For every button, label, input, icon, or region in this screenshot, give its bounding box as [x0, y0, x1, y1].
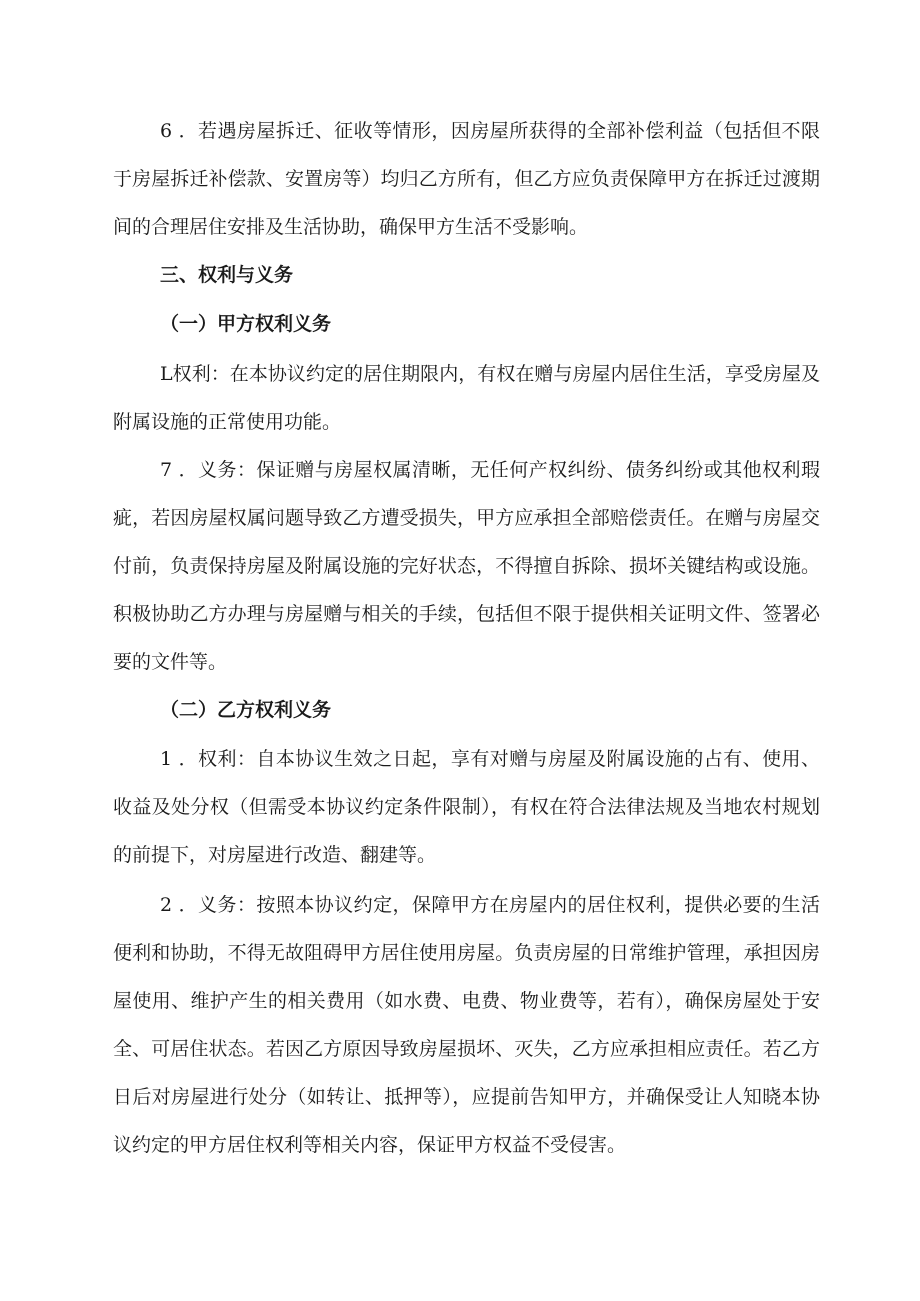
party-a-rights: L权利：在本协议约定的居住期限内，有权在赠与房屋内居住生活，享受房屋及附属设施的正常使用功能。: [113, 363, 820, 433]
section-3-title: 三、权利与义务: [160, 264, 294, 286]
clause-6-demolition: 6 ．若遇房屋拆迁、征收等情形，因房屋所获得的全部补偿利益（包括但不限于房屋拆迁补偿款、安置房等）均归乙方所有，但乙方应负责保障甲方在拆迁过渡期间的合理居住安排及生活协助，确保甲方生活不受影响。: [113, 120, 820, 238]
subsection-party-b-title: （二）乙方权利义务: [160, 699, 332, 721]
party-b-rights: 1 ．权利：自本协议生效之日起，享有对赠与房屋及附属设施的占有、使用、收益及处分权（但需受本协议约定条件限制），有权在符合法律法规及当地农村规划的前提下，对房屋进行改造、翻建等。: [113, 748, 820, 866]
subsection-party-a-title: （一）甲方权利义务: [160, 313, 332, 335]
party-b-duties: 2 ．义务：按照本协议约定，保障甲方在房屋内的居住权利，提供必要的生活便利和协助，不得无故阻碍甲方居住使用房屋。负责房屋的日常维护管理，承担因房屋使用、维护产生的相关费用（如水费、电费、物业费等，若有），确保房屋处于安全、可居住状态。若因乙方原因导致房屋损坏、灭失，乙方应承担相应责任。若乙方日后对房屋进行处分（如转让、抵押等），应提前告知甲方，并确保受让人知晓本协议约定的甲方居住权利等相关内容，保证甲方权益不受侵害。: [113, 894, 820, 1156]
party-a-duties: 7 ．义务：保证赠与房屋权属清晰，无任何产权纠纷、债务纠纷或其他权利瑕疵，若因房屋权属问题导致乙方遭受损失，甲方应承担全部赔偿责任。在赠与房屋交付前，负责保持房屋及附属设施的完好状态，不得擅自拆除、损坏关键结构或设施。积极协助乙方办理与房屋赠与相关的手续，包括但不限于提供相关证明文件、签署必要的文件等。: [113, 459, 820, 673]
